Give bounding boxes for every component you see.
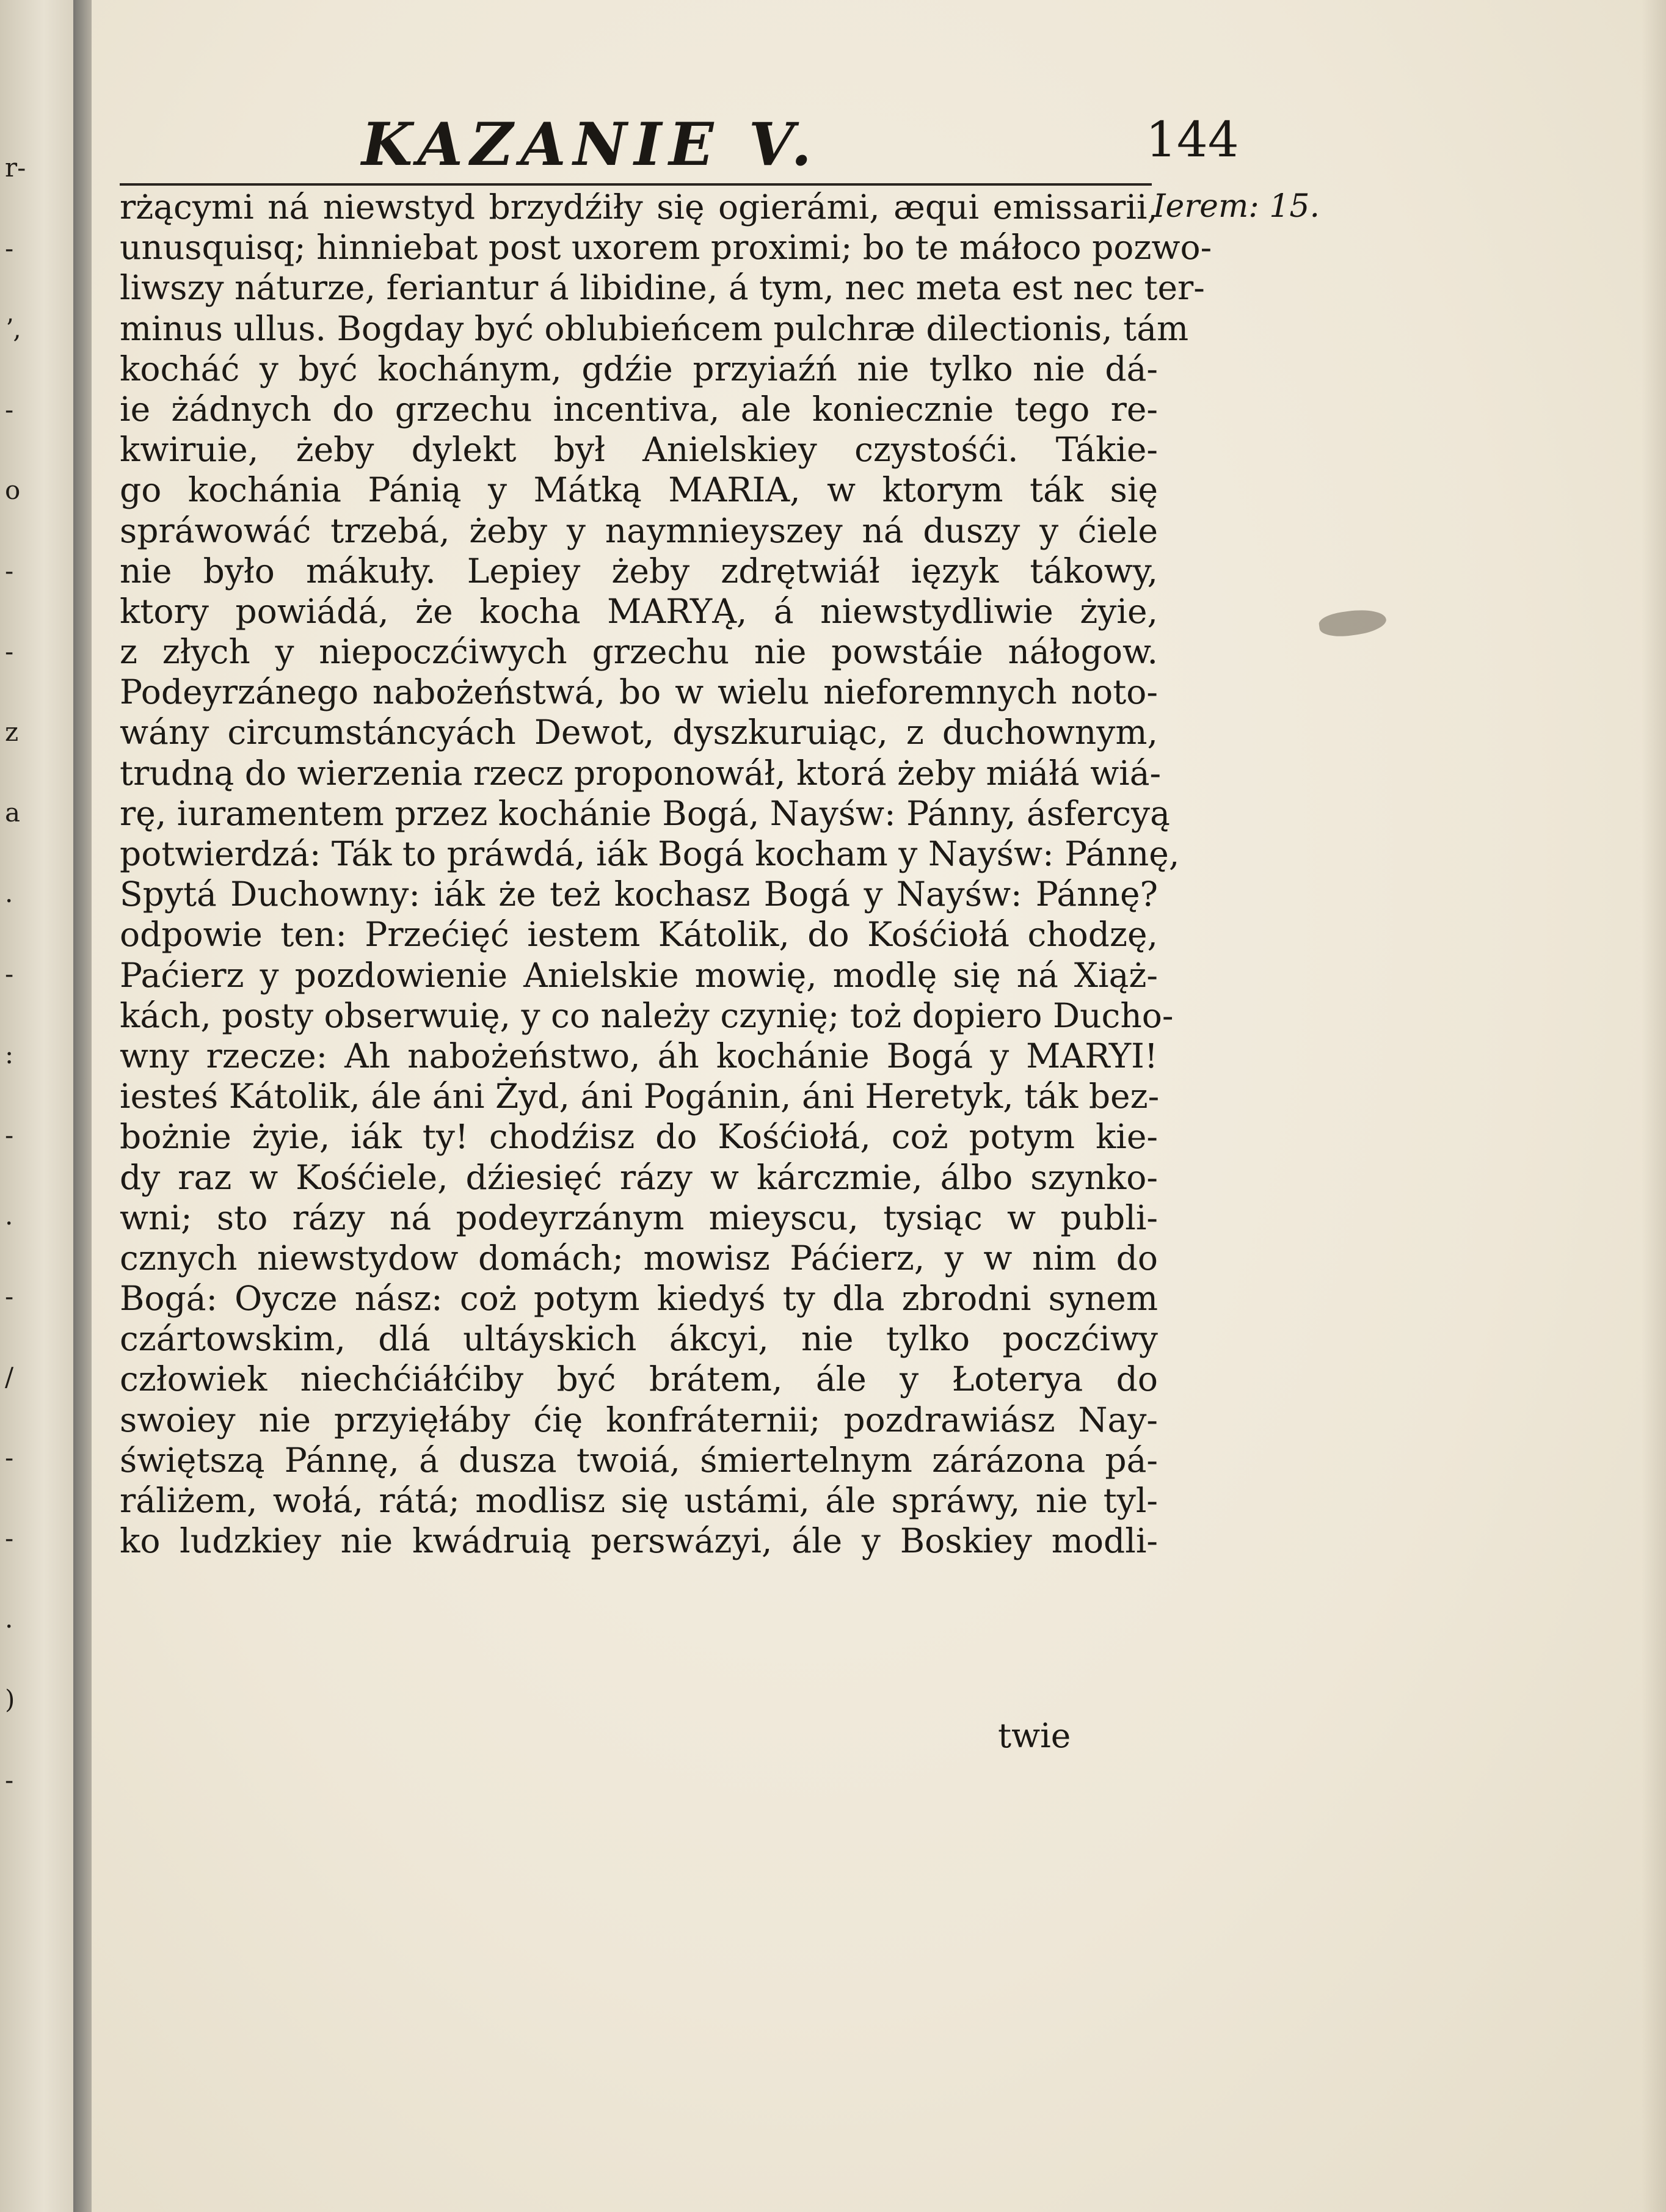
page-edge-shadow — [1642, 0, 1666, 2212]
text-line: ráliżem, wołá, rátá; modlisz się ustámi, ále spráwy, nie tyl- — [120, 1481, 1158, 1520]
text-line: Spytá Duchowny: iák że też kochasz Bogá y Nayśw: Pánnę? — [120, 875, 1158, 914]
text-line: kocháć y być kochánym, gdźie przyiaźń nie tylko nie dá- — [120, 349, 1158, 388]
book-gutter — [73, 0, 92, 2212]
body-text — [120, 187, 1212, 1561]
text-line: nie było mákuły. Lepiey żeby zdrętwiáł ięzyk tákowy, — [120, 551, 1158, 591]
left-page-fragment: - — [5, 233, 14, 263]
text-line: rżącymi ná niewstyd brzydźiły się ogierámi, æqui emissarii, — [120, 187, 1158, 227]
text-line: ktory powiádá, że kocha MARYĄ, á niewstydliwie żyie, — [120, 591, 1158, 631]
left-page-fragment: r- — [5, 153, 26, 183]
text-line: dy raz w Kośćiele, dźiesięć rázy w kárczmie, álbo szynko- — [120, 1157, 1158, 1197]
left-page-fragment: z — [5, 717, 19, 747]
header-rule — [120, 183, 1152, 186]
text-line: ko ludzkiey nie kwádruią perswázyi, ále y Boskiey modli- — [120, 1521, 1158, 1561]
left-page-fragment: - — [5, 395, 14, 424]
left-page-fragment: ʼ, — [5, 314, 21, 344]
text-line: Paćierz y pozdowienie Anielskie mowię, modlę się ná Xiąż- — [120, 955, 1158, 995]
left-page-fragment: . — [5, 1604, 13, 1634]
text-line: świętszą Pánnę, á dusza twoiá, śmiertelnym zárázona pá- — [120, 1440, 1158, 1480]
paper-stain — [1318, 606, 1388, 640]
book-page — [92, 0, 1666, 2212]
left-page-fragment: - — [5, 959, 14, 989]
left-page-fragment: - — [5, 1120, 14, 1150]
text-line: iesteś Kátolik, ále áni Żyd, áni Pogánin, áni Heretyk, ták bez- — [120, 1077, 1160, 1116]
margin-note: Ierem: 15. — [1153, 188, 1320, 225]
left-page-fragment: o — [5, 475, 21, 505]
text-line: liwszy náturze, feriantur á libidine, á tym, nec meta est nec ter- — [120, 268, 1205, 308]
text-line: spráwowáć trzebá, żeby y naymnieyszey ná duszy y ćiele — [120, 511, 1158, 550]
text-line: ie żádnych do grzechu incentiva, ale koniecznie tego re- — [120, 389, 1158, 429]
text-line: kwiruie, żeby dylekt był Anielskiey czystośći. Tákie- — [120, 430, 1158, 470]
text-line: wny rzecze: Ah nabożeństwo, áh kochánie Bogá y MARYI! — [120, 1036, 1158, 1075]
text-line: wni; sto rázy ná podeyrzánym mieyscu, tysiąc w publi- — [120, 1198, 1158, 1237]
text-line: kách, posty obserwuię, y co należy czynię; toż dopiero Ducho- — [120, 995, 1174, 1035]
text-line: z złych y niepoczćiwych grzechu nie powstáie náłogow. — [120, 632, 1158, 672]
left-page-fragment: - — [5, 636, 14, 666]
text-line: potwierdzá: Ták to práwdá, iák Bogá kocham y Nayśw: Pánnę, — [120, 834, 1180, 873]
text-line: unusquisq; hinniebat post uxorem proximi; bo te máłoco pozwo- — [120, 228, 1212, 267]
page-number: 144 — [1146, 111, 1239, 168]
left-page-fragment: : — [5, 1039, 14, 1069]
left-page-fragment: - — [5, 1765, 14, 1795]
running-head: KAZANIE V. — [362, 110, 819, 179]
left-page-fragment: - — [5, 556, 14, 586]
left-page-fragment: . — [5, 1201, 13, 1231]
text-line: bożnie żyie, iák ty! chodźisz do Kośćiołá, coż potym kie- — [120, 1117, 1158, 1157]
text-line: cznych niewstydow domách; mowisz Páćierz, y w nim do — [120, 1238, 1158, 1278]
left-facing-page-edge — [0, 0, 75, 2212]
catchword: twie — [998, 1716, 1071, 1755]
text-line: wány circumstáncyách Dewot, dyszkuruiąc, z duchownym, — [120, 713, 1158, 752]
left-page-fragment: / — [5, 1362, 14, 1392]
left-page-fragment: - — [5, 1281, 14, 1311]
text-line: trudną do wierzenia rzecz proponowáł, ktorá żeby miáłá wiá- — [120, 753, 1162, 793]
left-page-fragment: . — [5, 878, 13, 908]
text-line: Bogá: Oycze nász: coż potym kiedyś ty dla zbrodni synem — [120, 1279, 1158, 1319]
text-line: minus ullus. Bogday być oblubieńcem pulchræ dilectionis, tám — [120, 308, 1189, 348]
left-page-fragment: - — [5, 1523, 14, 1553]
left-page-fragment: - — [5, 1443, 14, 1472]
text-line: go kochánia Pánią y Mátką MARIA, w ktorym ták się — [120, 470, 1158, 510]
text-line: czártowskim, dlá ultáyskich ákcyi, nie tylko poczćiwy — [120, 1319, 1158, 1359]
left-page-fragment: ) — [5, 1684, 15, 1714]
text-line: człowiek niechćiáłćiby być brátem, ále y Łoterya do — [120, 1359, 1158, 1399]
left-page-fragment: a — [5, 798, 21, 828]
text-line: rę, iuramentem przez kochánie Bogá, Nayśw: Pánny, ásfercyą — [120, 793, 1170, 833]
text-line: Podeyrzánego nabożeństwá, bo w wielu nieforemnych noto- — [120, 672, 1158, 712]
text-line: odpowie ten: Przećięć iestem Kátolik, do Kośćiołá chodzę, — [120, 915, 1158, 955]
text-line: swoiey nie przyięłáby ćię konfráternii; pozdrawiász Nay- — [120, 1400, 1158, 1439]
